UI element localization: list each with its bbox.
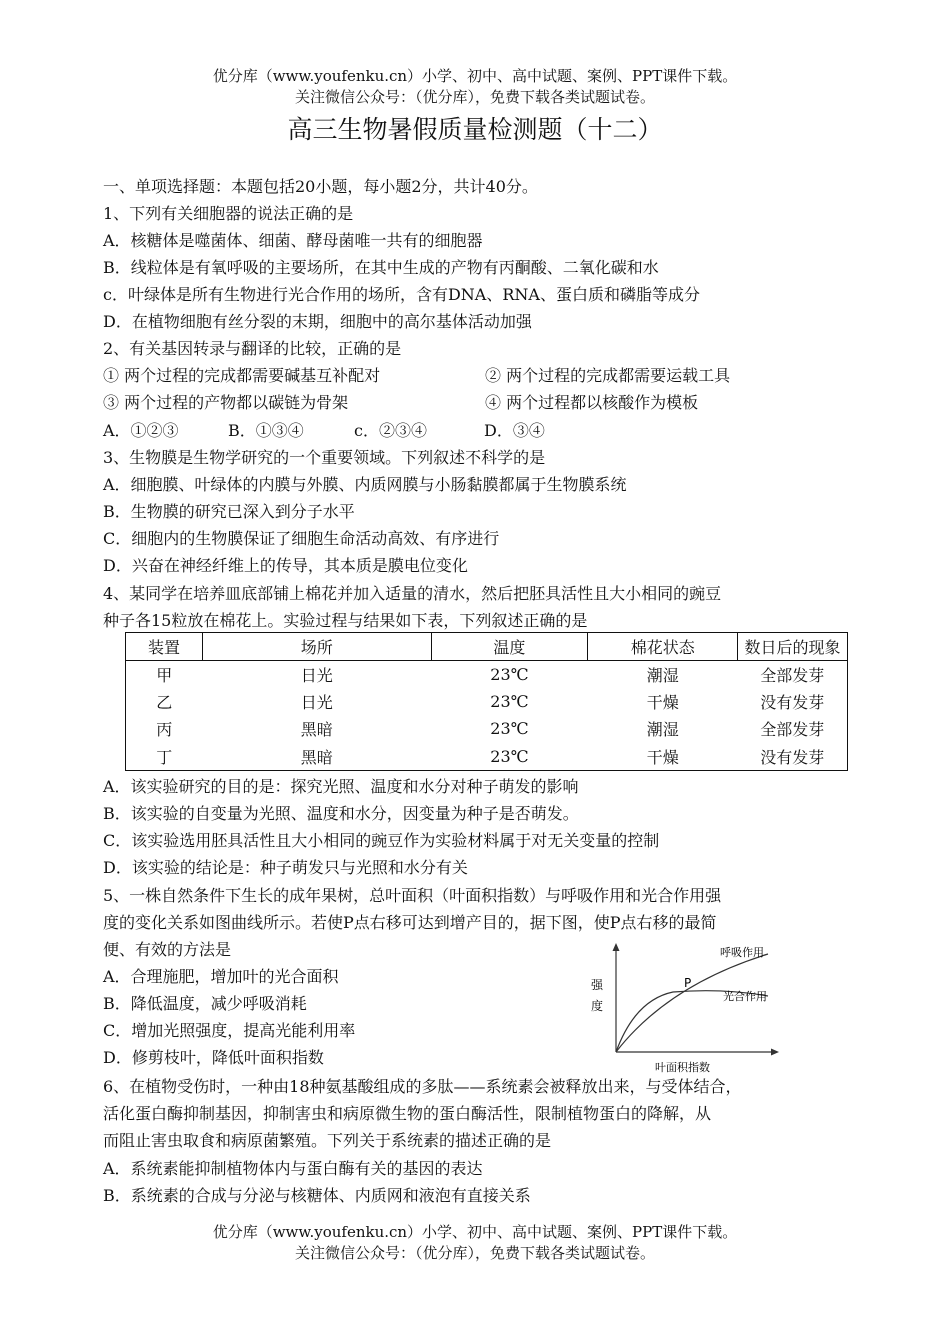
q5-stem-2: 度的变化关系如图曲线所示。若使P点右移可达到增产目的，据下图，使P点右移的最简 bbox=[103, 913, 717, 932]
page-title: 高三生物暑假质量检测题（十二） bbox=[287, 115, 663, 144]
table-cell: 全部发芽 bbox=[738, 661, 848, 689]
table-cell: 丙 bbox=[126, 715, 203, 742]
table-cell: 潮湿 bbox=[646, 666, 679, 685]
q2-stem: 2、有关基因转录与翻译的比较，正确的是 bbox=[103, 339, 402, 358]
footer-line-2: 关注微信公众号：（优分库），免费下载各类试题试卷。 bbox=[294, 1244, 655, 1262]
q4-option-d: D．该实验的结论是：种子萌发只与光照和水分有关 bbox=[103, 858, 468, 877]
q5-stem-1: 5、一株自然条件下生长的成年果树，总叶面积（叶面积指数）与呼吸作用和光合作用强 bbox=[103, 886, 722, 905]
q4-stem-2: 种子各15粒放在棉花上。实验过程与结果如下表，下列叙述正确的是 bbox=[103, 611, 588, 630]
table-header-cell: 棉花状态 bbox=[588, 633, 738, 661]
photosynthesis-label: 光合作用 bbox=[723, 990, 767, 1003]
respiration-curve bbox=[616, 954, 768, 1052]
header-line-1: 优分库（www.youfenku.cn）小学、初中、高中试题、案例、PPT课件下载。 bbox=[212, 67, 738, 85]
table-cell: 日光 bbox=[300, 693, 333, 712]
q4-option-a: A．该实验研究的目的是：探究光照、温度和水分对种子萌发的影响 bbox=[103, 777, 579, 796]
table-header-row bbox=[126, 633, 848, 661]
q3-option-b: B．生物膜的研究已深入到分子水平 bbox=[103, 502, 355, 521]
y-axis-arrow bbox=[613, 943, 620, 951]
table-cell: 丁 bbox=[126, 742, 203, 771]
x-axis-arrow bbox=[771, 1049, 779, 1056]
table-row bbox=[126, 688, 848, 715]
q5-option-b: B．降低温度，减少呼吸消耗 bbox=[103, 994, 307, 1013]
table-cell: 全部发芽 bbox=[738, 715, 848, 742]
q2-option-d: D．③④ bbox=[484, 421, 545, 440]
table-cell: 日光 bbox=[300, 666, 333, 685]
leaf-area-intensity-chart bbox=[583, 940, 793, 1075]
table-cell: 没有发芽 bbox=[738, 688, 848, 715]
q4-stem-1: 4、某同学在培养皿底部铺上棉花并加入适量的清水，然后把胚具活性且大小相同的豌豆 bbox=[103, 584, 722, 603]
footer-line-1: 优分库（www.youfenku.cn）小学、初中、高中试题、案例、PPT课件下载。 bbox=[212, 1223, 738, 1241]
experiment-table bbox=[125, 632, 848, 771]
q1-option-a: A．核糖体是噬菌体、细菌、酵母菌唯一共有的细胞器 bbox=[103, 231, 483, 250]
q3-option-d: D．兴奋在神经纤维上的传导，其本质是膜电位变化 bbox=[103, 556, 468, 575]
table-row bbox=[126, 661, 848, 689]
q6-stem-3: 而阻止害虫取食和病原菌繁殖。下列关于系统素的描述正确的是 bbox=[103, 1131, 552, 1150]
q5-option-c: C．增加光照强度，提高光能利用率 bbox=[103, 1021, 356, 1040]
q5-option-a: A．合理施肥，增加叶的光合面积 bbox=[103, 967, 339, 986]
respiration-label: 呼吸作用 bbox=[720, 946, 764, 959]
table-cell: 潮湿 bbox=[646, 720, 679, 739]
y-label-2: 度 bbox=[591, 999, 604, 1013]
table-cell: 甲 bbox=[126, 661, 203, 689]
q2-option-a: A．①②③ bbox=[103, 421, 179, 440]
table-cell: 干燥 bbox=[588, 742, 738, 771]
q6-stem-1: 6、在植物受伤时，一种由18种氨基酸组成的多肽——系统素会被释放出来，与受体结合， bbox=[103, 1077, 742, 1096]
q5-stem-3: 便、有效的方法是 bbox=[103, 940, 232, 959]
table-cell: 没有发芽 bbox=[738, 742, 848, 771]
q2-statement-2: ② 两个过程的完成都需要运载工具 bbox=[485, 366, 731, 385]
section-heading: 一、单项选择题：本题包括20小题，每小题2分，共计40分。 bbox=[103, 177, 538, 196]
q3-stem: 3、生物膜是生物学研究的一个重要领域。下列叙述不科学的是 bbox=[103, 448, 546, 467]
q2-option-b: B．①③④ bbox=[228, 421, 304, 440]
q2-statement-4: ④ 两个过程都以核酸作为模板 bbox=[485, 393, 699, 412]
table-cell: 黑暗 bbox=[202, 742, 431, 771]
table-cell: 干燥 bbox=[646, 693, 679, 712]
q1-option-d: D．在植物细胞有丝分裂的末期，细胞中的高尔基体活动加强 bbox=[103, 312, 532, 331]
x-label: 叶面积指数 bbox=[655, 1061, 710, 1074]
q6-option-b: B．系统素的合成与分泌与核糖体、内质网和液泡有直接关系 bbox=[103, 1186, 531, 1205]
y-label-1: 强 bbox=[591, 978, 604, 992]
q5-option-d: D．修剪枝叶，降低叶面积指数 bbox=[103, 1048, 324, 1067]
q2-statement-1: ① 两个过程的完成都需要碱基互补配对 bbox=[103, 366, 381, 385]
table-cell: 乙 bbox=[126, 688, 203, 715]
q6-option-a: A．系统素能抑制植物体内与蛋白酶有关的基因的表达 bbox=[103, 1159, 483, 1178]
q2-option-c: c．②③④ bbox=[354, 421, 427, 440]
point-p-label: P bbox=[684, 976, 692, 990]
table-header-cell: 数日后的现象 bbox=[738, 633, 848, 661]
q3-option-c: C．细胞内的生物膜保证了细胞生命活动高效、有序进行 bbox=[103, 529, 500, 548]
q6-stem-2: 活化蛋白酶抑制基因，抑制害虫和病原微生物的蛋白酶活性，限制植物蛋白的降解，从 bbox=[103, 1104, 712, 1123]
table-row bbox=[126, 715, 848, 742]
table-header-cell: 温度 bbox=[431, 633, 588, 661]
q1-option-c: c．叶绿体是所有生物进行光合作用的场所，含有DNA、RNA、蛋白质和磷脂等成分 bbox=[103, 285, 700, 304]
table-row bbox=[126, 742, 848, 771]
table-header-cell: 场所 bbox=[202, 633, 431, 661]
q4-option-b: B．该实验的自变量为光照、温度和水分，因变量为种子是否萌发。 bbox=[103, 804, 579, 823]
table-cell: 23℃ bbox=[431, 742, 588, 771]
table-cell: 23℃ bbox=[490, 719, 529, 738]
q1-option-b: B．线粒体是有氧呼吸的主要场所，在其中生成的产物有丙酮酸、二氧化碳和水 bbox=[103, 258, 659, 277]
table-cell: 23℃ bbox=[490, 665, 529, 684]
header-line-2: 关注微信公众号：（优分库），免费下载各类试题试卷。 bbox=[294, 88, 655, 106]
q1-stem: 1、下列有关细胞器的说法正确的是 bbox=[103, 204, 354, 223]
q2-statement-3: ③ 两个过程的产物都以碳链为骨架 bbox=[103, 393, 349, 412]
q4-option-c: C．该实验选用胚具活性且大小相同的豌豆作为实验材料属于对无关变量的控制 bbox=[103, 831, 660, 850]
table-cell: 23℃ bbox=[490, 692, 529, 711]
q3-option-a: A．细胞膜、叶绿体的内膜与外膜、内质网膜与小肠黏膜都属于生物膜系统 bbox=[103, 475, 627, 494]
table-cell: 黑暗 bbox=[300, 720, 333, 739]
table-header-cell: 装置 bbox=[126, 633, 203, 661]
